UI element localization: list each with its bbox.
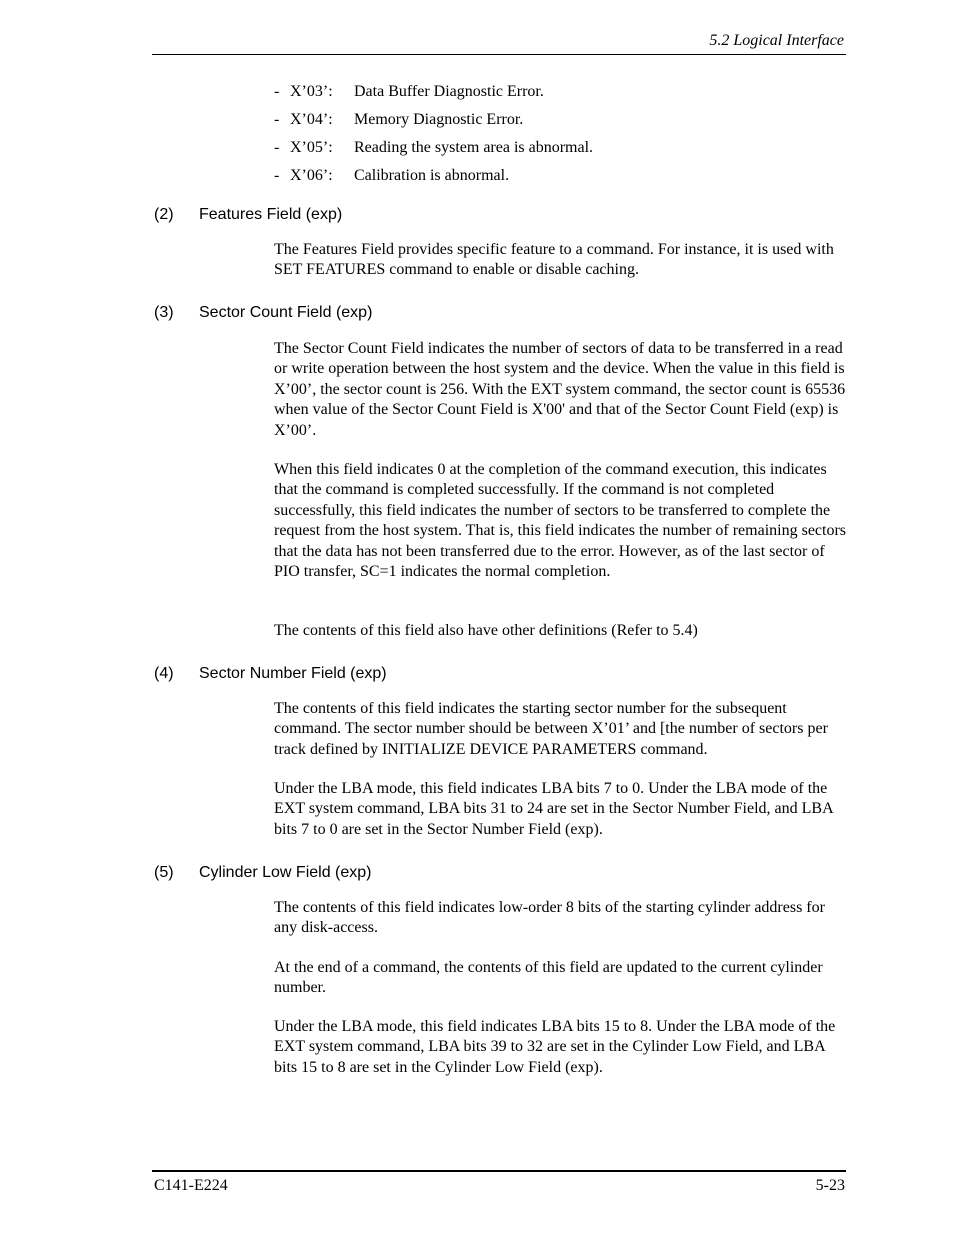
sector-number-paragraph-1: The contents of this field indicates the starting sector number for the subsequent command. The sector number should be between X’01’ and [the number of sectors per track defined by INITIALIZE DEVICE PARAMETERS command. [274, 700, 828, 758]
section-heading-cylinder-low: (5) Cylinder Low Field (exp) [154, 864, 372, 881]
list-item: - X’06’: Calibration is abnormal. [274, 167, 510, 184]
error-code-list [274, 82, 593, 194]
sector-count-paragraph-2: When this field indicates 0 at the completion of the command execution, this indicates that the command is completed successfully. If the command is not completed successfully, this field indicates the number of sectors to be transferred to complete the request from the host system. That is, this field indicates the number of remaining sectors that the data has not been transferred due to the error. However, as of the last sector of PIO transfer, SC=1 indicates the normal completion. [274, 461, 847, 581]
running-header: 5.2 Logical Interface [709, 32, 844, 49]
section-heading-sector-number: (4) Sector Number Field (exp) [154, 665, 387, 682]
list-item: - X’05’: Reading the system area is abnormal. [274, 139, 594, 156]
cylinder-low-paragraph-3: Under the LBA mode, this field indicates LBA bits 15 to 8. Under the LBA mode of the EXT system command, LBA bits 39 to 32 are set in the Cylinder Low Field, and LBA bits 15 to 8 are set in the Cylinder Low Field (exp). [274, 1018, 836, 1076]
page-number: 5-23 [815, 1177, 845, 1194]
cylinder-low-paragraph-1: The contents of this field indicates low-order 8 bits of the starting cylinder address for any disk-access. [274, 899, 825, 937]
list-item: - X’03’: Data Buffer Diagnostic Error. [274, 83, 544, 100]
header-rule [152, 54, 846, 55]
section-heading-features: (2) Features Field (exp) [154, 206, 343, 223]
section-heading-sector-count: (3) Sector Count Field (exp) [154, 304, 373, 321]
document-id: C141-E224 [154, 1177, 228, 1194]
features-paragraph: The Features Field provides specific feature to a command. For instance, it is used with SET FEATURES command to enable or disable caching. [274, 241, 834, 279]
sector-number-paragraph-2: Under the LBA mode, this field indicates LBA bits 7 to 0. Under the LBA mode of the EXT system command, LBA bits 31 to 24 are set in the Sector Number Field, and LBA bits 7 to 0 are set in the Sector Number Field (exp). [274, 780, 833, 838]
list-item: - X’04’: Memory Diagnostic Error. [274, 111, 524, 128]
cylinder-low-paragraph-2: At the end of a command, the contents of this field are updated to the current cylinder number. [274, 959, 823, 997]
footer-rule [152, 1170, 846, 1172]
sector-count-paragraph-3: The contents of this field also have other definitions (Refer to 5.4) [274, 622, 698, 639]
sector-count-paragraph-1: The Sector Count Field indicates the number of sectors of data to be transferred in a read or write operation between the host system and the device. When the value in this field is X’00’, the sector count is 256. With the EXT system command, the sector count is 65536 when value of the Sector Count Field is X'00' and that of the Sector Count Field (exp) is X’00’. [274, 340, 846, 439]
